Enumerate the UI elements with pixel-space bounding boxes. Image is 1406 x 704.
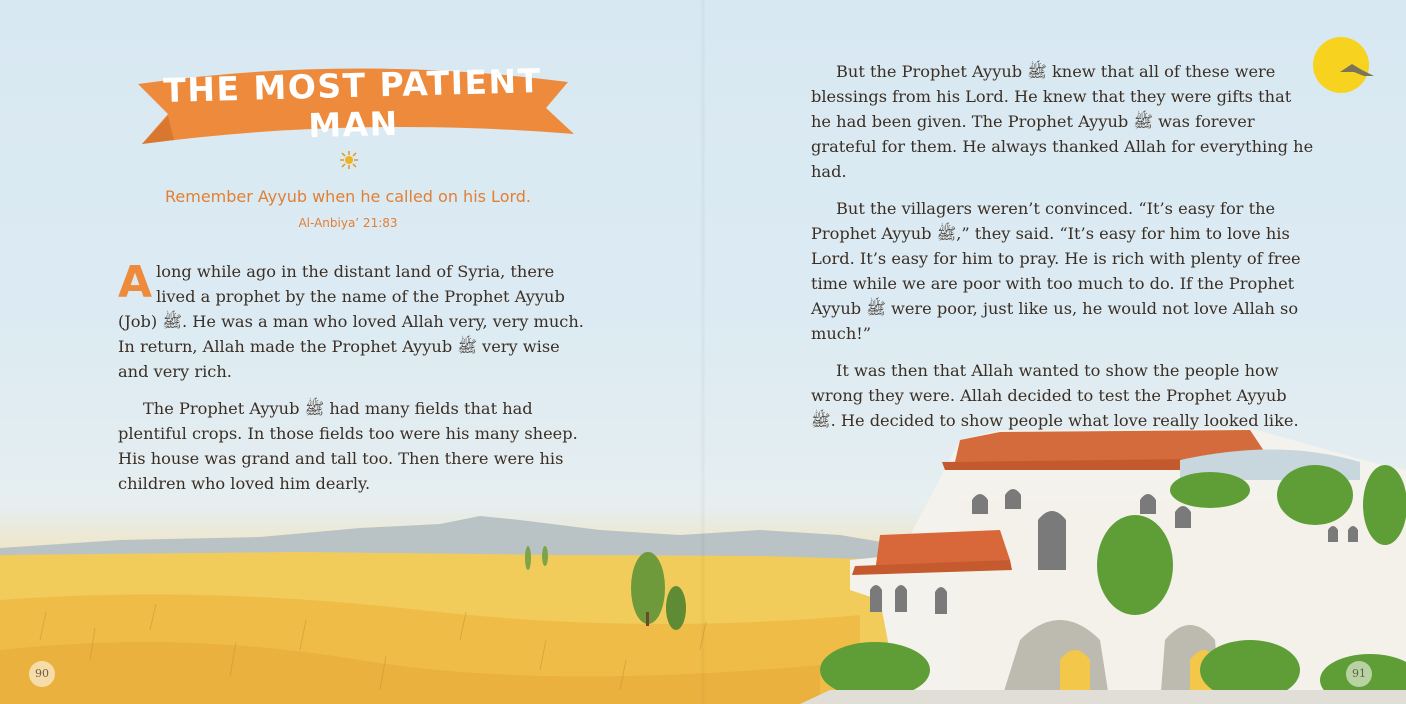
page-number-right: 91 — [1346, 661, 1372, 687]
house-illustration — [800, 428, 1406, 704]
paragraph: But the Prophet Ayyub ﷺ knew that all of these were blessings from his Lord. He knew that they were gifts that he had been given. The Prophet Ayyub ﷺ was forever grateful for them. He always thanked Allah for everything he had. — [811, 62, 1314, 181]
drop-cap: A — [118, 257, 153, 308]
paragraph: But the villagers weren’t convinced. “It’s easy for the Prophet Ayyub ﷺ,” they said. “It’s easy for him to love his Lord. It’s easy for him to pray. He is rich with plenty of free time while we are poor with too much to do. If the Prophet Ayyub ﷺ were poor, just like us, he would not love Allah so much!” — [811, 199, 1301, 343]
star-ornament-icon — [340, 151, 358, 169]
right-page-text — [811, 59, 1316, 445]
left-page-text — [118, 259, 588, 508]
paragraph — [118, 259, 588, 384]
sun-icon — [1313, 37, 1369, 93]
verse-reference: Al-Anbiya’ 21:83 — [298, 216, 398, 230]
page-title: THE MOST PATIENT MAN — [162, 61, 543, 146]
paragraph-body: long while ago in the distant land of Syria, there lived a prophet by the name of the Prophet Ayyub (Job) ﷺ. He was a man who loved Allah very, very much. In return, Allah made the Prophet Ayyub ﷺ very wise and very rich. — [118, 262, 584, 381]
paragraph: It was then that Allah wanted to show the people how wrong they were. Allah decided to test the Prophet Ayyub ﷺ. He decided to show people what love really looked like. — [811, 361, 1299, 430]
title-banner — [128, 56, 578, 146]
page-number-left: 90 — [29, 661, 55, 687]
book-gutter — [700, 0, 706, 704]
paragraph: The Prophet Ayyub ﷺ had many fields that had plentiful crops. In those fields too were his many sheep. His house was grand and tall too. Then there were his children who loved him dearly. — [118, 399, 578, 493]
quran-verse: Remember Ayyub when he called on his Lord. — [164, 187, 532, 206]
